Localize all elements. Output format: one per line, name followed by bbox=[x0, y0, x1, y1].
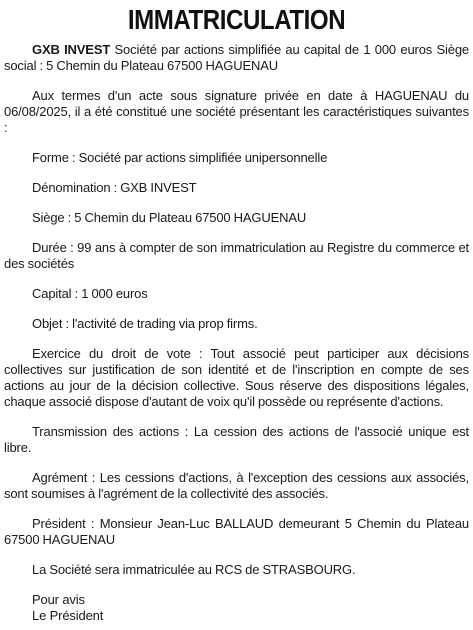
intro-text: Société par actions simplifiée au capital de 1 000 euros Siège social : 5 Chemin du Plateau 67500 HAGUENAU bbox=[4, 42, 469, 73]
paragraph-denomination: Dénomination : GXB INVEST bbox=[32, 180, 197, 195]
paragraph-capital: Capital : 1 000 euros bbox=[32, 286, 148, 301]
paragraph-duree: Durée : 99 ans à compter de son immatriculation au Registre du commerce et des sociétés bbox=[4, 240, 469, 271]
paragraph-president: Président : Monsieur Jean-Luc BALLAUD demeurant 5 Chemin du Plateau 67500 HAGUENAU bbox=[4, 516, 469, 547]
paragraph-transmission: Transmission des actions : La cession des actions de l'associé unique est libre. bbox=[4, 424, 469, 455]
paragraph-constitution: Aux termes d'un acte sous signature privée en date à HAGUENAU du 06/08/2025, il a été constitué une société présentant les caractéristiques suivantes : bbox=[4, 88, 469, 135]
paragraph-droit-de-vote: Exercice du droit de vote : Tout associé peut participer aux décisions collectives sur justification de son identité et de l'inscription en compte de ses actions au jour de la décision collective. Sous réserve des dispositions légales, chaque associé dispose d'autant de voix qu'il possède ou représente d'actions. bbox=[4, 346, 469, 409]
paragraph-siege: Siège : 5 Chemin du Plateau 67500 HAGUENAU bbox=[32, 210, 307, 225]
paragraph-rcs: La Société sera immatriculée au RCS de STRASBOURG. bbox=[32, 562, 356, 577]
intro-paragraph bbox=[4, 42, 469, 74]
company-name: GXB INVEST bbox=[32, 42, 111, 57]
closing-signatory: Le Président bbox=[32, 608, 104, 623]
notice-title: IMMATRICULATION bbox=[127, 4, 346, 35]
paragraph-forme: Forme : Société par actions simplifiée unipersonnelle bbox=[32, 150, 328, 165]
paragraph-agrement: Agrément : Les cessions d'actions, à l'exception des cessions aux associés, sont soumises à l'agrément de la collectivité des associés. bbox=[4, 470, 469, 501]
paragraph-objet: Objet : l'activité de trading via prop firms. bbox=[32, 316, 258, 331]
closing-pour-avis: Pour avis bbox=[32, 592, 85, 607]
